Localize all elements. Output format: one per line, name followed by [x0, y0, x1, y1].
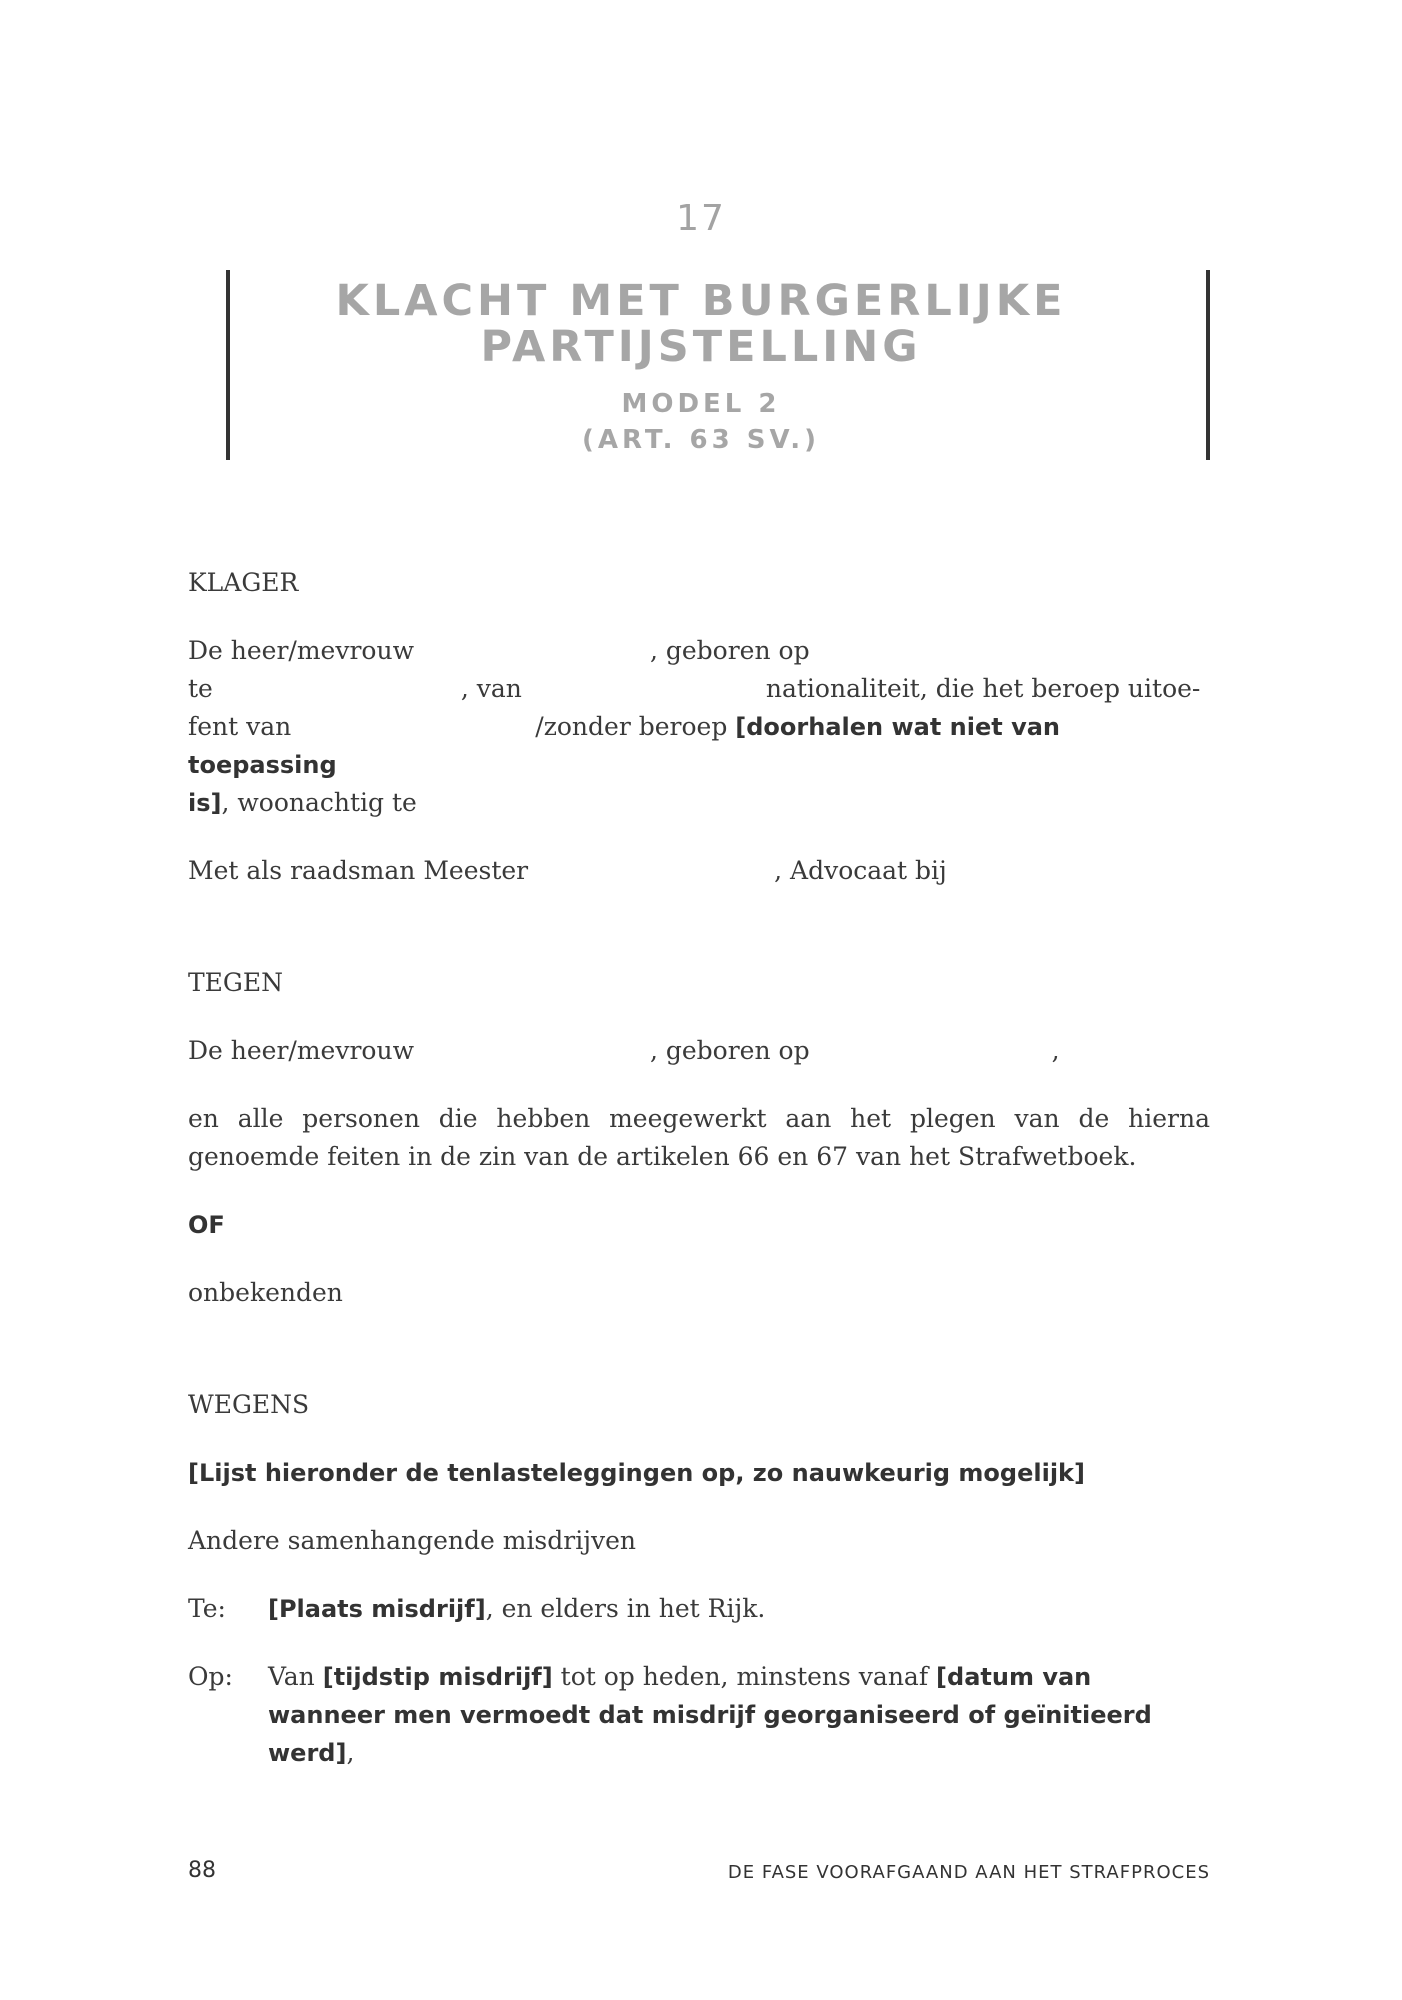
op-text: Van [268, 1662, 323, 1691]
te-row [188, 1590, 1210, 1628]
page-subtitle [260, 386, 1142, 458]
te-label: Te: [188, 1594, 226, 1623]
wegens-instruction: [Lijst hieronder de tenlasteleggingen op, zo nauwkeurig mogelijk] [188, 1459, 1085, 1487]
unknown-parties: onbekenden [188, 1278, 343, 1307]
page-subtitle-line1: MODEL 2 [621, 389, 781, 419]
op-row [188, 1658, 1210, 1772]
page-title [260, 278, 1142, 370]
klager-text: te [188, 674, 213, 703]
chapter-number: 17 [676, 198, 726, 239]
tegen-text: , geboren op [649, 1036, 810, 1065]
title-bar-right [1206, 270, 1210, 460]
klager-instruction: is] [188, 789, 222, 817]
tegen-heading: TEGEN [188, 968, 284, 997]
page-number: 88 [188, 1858, 216, 1883]
klager-text: , geboren op [649, 636, 810, 665]
klager-counsel [188, 852, 1210, 890]
klager-heading: KLAGER [188, 568, 299, 597]
wegens-heading: WEGENS [188, 1390, 310, 1419]
klager-text: , van [460, 674, 522, 703]
te-value [268, 1590, 1210, 1628]
op-text: tot op heden, minstens vanaf [552, 1662, 937, 1691]
klager-text: /zonder beroep [535, 712, 728, 741]
wegens-related: Andere samenhangende misdrijven [188, 1526, 636, 1555]
klager-text: De heer/mevrouw [188, 636, 414, 665]
counsel-text: , Advocaat bij [774, 856, 947, 885]
counsel-text: Met als raadsman Meester [188, 856, 529, 885]
tegen-paragraph [188, 1032, 1210, 1070]
page-title-line1: KLACHT MET BURGERLIJKE [335, 276, 1067, 326]
tegen-text: , [1051, 1036, 1060, 1065]
running-title: DE FASE VOORAFGAAND AAN HET STRAFPROCES [727, 1862, 1210, 1883]
date-placeholder: [datum van wanneer men vermoedt dat misdrijf georganiseerd of geïnitieerd werd] [268, 1663, 1152, 1767]
tegen-text: De heer/mevrouw [188, 1036, 414, 1065]
op-label: Op: [188, 1662, 233, 1691]
page-subtitle-line2: (ART. 63 SV.) [581, 425, 821, 455]
klager-paragraph [188, 632, 1210, 822]
te-text: , en elders in het Rijk. [485, 1594, 766, 1623]
or-label: OF [188, 1211, 225, 1239]
op-value [268, 1658, 1210, 1772]
klager-text: nationaliteit, die het beroep uitoe- [765, 674, 1201, 703]
page-title-line2: PARTIJSTELLING [480, 322, 922, 372]
klager-text: fent van [188, 712, 292, 741]
klager-text: , woonachtig te [221, 788, 417, 817]
place-placeholder: [Plaats misdrijf] [268, 1595, 486, 1623]
time-placeholder: [tijdstip misdrijf] [322, 1663, 553, 1691]
tegen-participants: en alle personen die hebben meegewerkt aan het plegen van de hierna genoemde feiten in de zin van de artikelen 66 en 67 van het Strafwetboek. [188, 1104, 1210, 1171]
title-bar-left [226, 270, 230, 460]
op-text: , [346, 1738, 355, 1767]
document-body [188, 564, 1210, 1802]
klager-instruction: [doorhalen wat niet van toepassing [188, 713, 1061, 779]
